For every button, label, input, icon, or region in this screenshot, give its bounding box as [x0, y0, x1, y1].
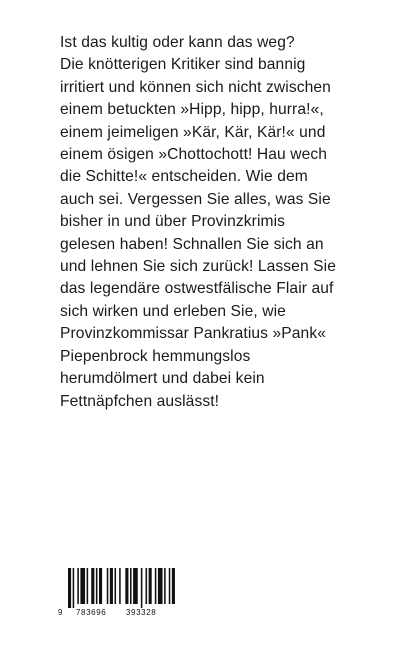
blurb-line: sich wirken und erleben Sie, wie — [60, 302, 286, 320]
blurb-line: einem betuckten »Hipp, hipp, hurra!«, — [60, 101, 324, 119]
blurb-line: gelesen haben! Schnallen Sie sich an — [60, 235, 324, 253]
barcode-bar — [96, 568, 98, 604]
barcode-bar — [133, 568, 138, 604]
barcode-bar — [158, 568, 163, 604]
barcode-bar — [68, 568, 71, 608]
barcode-bar — [73, 568, 75, 608]
blurb-line: die Schitte!« entscheiden. Wie dem — [60, 168, 308, 186]
blurb-line: einem ösigen »Chottochott! Hau wech — [60, 146, 328, 164]
barcode-bar — [99, 568, 102, 604]
barcode-bar — [115, 568, 117, 604]
barcode-bar — [125, 568, 128, 604]
barcode-right-digits: 393328 — [126, 608, 157, 617]
barcode-bar — [141, 568, 143, 608]
barcode-bar — [80, 568, 85, 604]
barcode-bar — [146, 568, 148, 604]
barcode-bar — [91, 568, 94, 604]
blurb-line: und lehnen Sie sich zurück! Lassen Sie — [60, 258, 336, 276]
barcode-bar — [119, 568, 121, 604]
barcode-bar — [149, 568, 152, 604]
barcode-bar — [172, 568, 175, 604]
blurb-line: auch sei. Vergessen Sie alles, was Sie — [60, 190, 331, 208]
blurb-line: Provinzkommissar Pankratius »Pank« — [60, 325, 326, 343]
blurb-line: Ist das kultig oder kann das weg? — [60, 34, 295, 51]
barcode-bar — [77, 568, 79, 604]
barcode-bar — [107, 568, 109, 604]
blurb-line: bisher in und über Provinzkrimis — [60, 213, 286, 231]
barcode-bar — [130, 568, 132, 604]
barcode-first-digit: 9 — [58, 608, 64, 617]
barcode-left-digits: 783696 — [76, 608, 107, 617]
isbn-barcode — [58, 568, 178, 618]
barcode-bars — [58, 568, 178, 608]
barcode-bar — [169, 568, 171, 604]
blurb-line: Piepenbrock hemmungslos — [60, 347, 251, 365]
back-cover-blurb — [60, 32, 380, 413]
blurb-line: Die knötterigen Kritiker sind bannig — [60, 56, 306, 74]
blurb-line: herumdölmert und dabei kein — [60, 370, 265, 388]
barcode-bar — [164, 568, 166, 604]
barcode-bar — [87, 568, 89, 604]
blurb-line: einem jeimeligen »Kär, Kär, Kär!« und — [60, 123, 326, 141]
blurb-line: irritiert und können sich nicht zwischen — [60, 78, 331, 96]
blurb-line: Fettnäpfchen auslässt! — [60, 392, 220, 410]
blurb-line: das legendäre ostwestfälische Flair auf — [60, 280, 334, 298]
barcode-bar — [110, 568, 113, 604]
barcode-bar — [155, 568, 157, 604]
